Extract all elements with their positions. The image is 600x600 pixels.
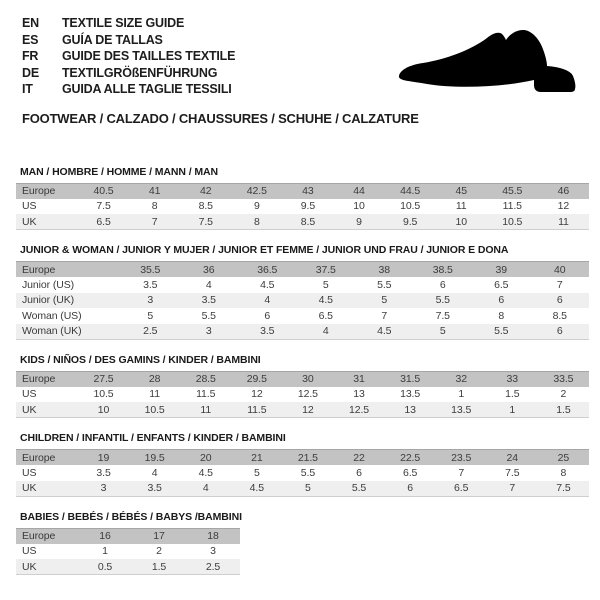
size-cell: 6 xyxy=(531,324,590,340)
row-label: Woman (UK) xyxy=(16,324,121,340)
size-cell: 7 xyxy=(129,214,180,230)
size-cell: 9 xyxy=(253,200,260,213)
size-cell: 5 xyxy=(414,324,473,340)
size-cell: 3.5 xyxy=(180,293,239,309)
size-cell: 4.5 xyxy=(260,278,275,291)
size-table xyxy=(16,449,589,497)
size-cell: 9.5 xyxy=(385,214,436,230)
size-cell: 3 xyxy=(210,545,216,558)
size-cell: 7 xyxy=(381,309,388,322)
size-cell: 11.5 xyxy=(502,200,522,213)
row-label: UK xyxy=(16,214,78,230)
table-row xyxy=(16,402,589,418)
language-code: IT xyxy=(22,82,33,96)
size-cell: 7.5 xyxy=(538,481,589,497)
size-cell: 42.5 xyxy=(231,183,282,199)
size-cell: 8 xyxy=(560,466,567,479)
size-cell: 43 xyxy=(282,183,333,199)
size-cell: 6.5 xyxy=(494,278,509,291)
row-label: Europe xyxy=(16,183,78,199)
size-cell: 4 xyxy=(151,466,158,479)
row-label: Woman (US) xyxy=(22,309,82,322)
table-row xyxy=(16,559,240,575)
size-cell: 10 xyxy=(436,214,487,230)
size-cell: 25 xyxy=(538,450,589,466)
size-cell: 29.5 xyxy=(231,371,282,387)
size-cell: 6 xyxy=(531,293,590,309)
row-label: UK xyxy=(16,481,78,497)
size-cell: 42 xyxy=(180,183,231,199)
table-row xyxy=(16,465,589,481)
size-cell: 38 xyxy=(355,262,414,278)
size-table-section xyxy=(16,354,584,419)
language-code: ES xyxy=(22,32,39,47)
size-cell: 10 xyxy=(353,200,365,213)
size-cell: 19.5 xyxy=(129,450,180,466)
size-cell: 22.5 xyxy=(385,450,436,466)
size-cell: 44.5 xyxy=(385,183,436,199)
size-cell: 37.5 xyxy=(297,262,356,278)
table-row xyxy=(16,293,589,309)
size-cell: 16 xyxy=(78,528,132,544)
row-label: US xyxy=(22,200,37,213)
size-cell: 2 xyxy=(156,545,162,558)
size-cell: 11 xyxy=(180,402,231,418)
table-row xyxy=(16,308,589,324)
size-cell: 2 xyxy=(560,388,567,401)
size-table xyxy=(16,261,589,340)
size-cell: 22 xyxy=(333,450,384,466)
size-cell: 7 xyxy=(458,466,465,479)
size-table-section xyxy=(16,166,584,231)
size-cell: 4 xyxy=(180,481,231,497)
size-cell: 17 xyxy=(132,528,186,544)
size-cell: 11.5 xyxy=(196,388,216,401)
size-cell: 33.5 xyxy=(538,371,589,387)
size-cell: 4 xyxy=(238,293,297,309)
table-row xyxy=(16,262,589,278)
size-cell: 6 xyxy=(264,309,271,322)
size-cell: 1.5 xyxy=(505,388,520,401)
size-cell: 40 xyxy=(531,262,590,278)
table-title: JUNIOR & WOMAN / JUNIOR Y MUJER / JUNIOR ET FEMME / JUNIOR UND FRAU / JUNIOR E DONA xyxy=(20,244,509,256)
row-label: Junior (US) xyxy=(22,278,74,291)
size-cell: 11 xyxy=(455,200,467,213)
size-cell: 5 xyxy=(147,309,154,322)
table-row xyxy=(16,214,589,230)
size-table-section xyxy=(16,511,584,576)
size-cell: 36 xyxy=(180,262,239,278)
row-label: UK xyxy=(16,402,78,418)
size-cell: 6 xyxy=(356,466,362,479)
size-cell: 11 xyxy=(538,214,589,230)
size-cell: 45.5 xyxy=(487,183,538,199)
size-cell: 4.5 xyxy=(198,466,213,479)
size-cell: 12 xyxy=(282,402,333,418)
size-cell: 39 xyxy=(472,262,531,278)
size-cell: 5 xyxy=(253,466,260,479)
size-cell: 23.5 xyxy=(436,450,487,466)
size-cell: 7.5 xyxy=(505,466,520,479)
size-cell: 6 xyxy=(439,278,446,291)
size-cell: 13 xyxy=(353,388,365,401)
size-cell: 3.5 xyxy=(238,324,297,340)
size-cell: 7.5 xyxy=(96,200,111,213)
table-title: CHILDREN / INFANTIL / ENFANTS / KINDER / BAMBINI xyxy=(20,432,286,444)
size-cell: 4.5 xyxy=(231,481,282,497)
table-row xyxy=(16,371,589,387)
size-cell: 3.5 xyxy=(143,278,158,291)
table-row xyxy=(16,481,589,497)
size-cell: 9 xyxy=(333,214,384,230)
language-title: TEXTILGRÖßENFÜHRUNG xyxy=(62,65,218,80)
size-table xyxy=(16,371,589,419)
size-cell: 5.5 xyxy=(472,324,531,340)
size-cell: 12.5 xyxy=(333,402,384,418)
size-table xyxy=(16,183,589,231)
size-cell: 28.5 xyxy=(180,371,231,387)
size-cell: 1 xyxy=(458,388,465,401)
size-table xyxy=(16,528,240,576)
table-row xyxy=(16,387,589,403)
size-cell: 21 xyxy=(231,450,282,466)
row-label: Europe xyxy=(16,528,78,544)
size-cell: 7.5 xyxy=(435,309,450,322)
size-cell: 1.5 xyxy=(132,559,186,575)
dress-shoe-icon xyxy=(395,28,585,96)
size-cell: 12 xyxy=(251,388,263,401)
size-cell: 8.5 xyxy=(552,309,567,322)
table-row xyxy=(16,199,589,215)
row-label: UK xyxy=(16,559,78,575)
size-cell: 0.5 xyxy=(78,559,132,575)
size-cell: 46 xyxy=(538,183,589,199)
table-title: BABIES / BEBÉS / BÉBÉS / BABYS /BAMBINI xyxy=(20,510,242,523)
language-code: DE xyxy=(22,65,39,80)
size-tables-container xyxy=(16,166,584,576)
size-cell: 6.5 xyxy=(402,466,418,479)
size-cell: 35.5 xyxy=(121,262,180,278)
size-cell: 10.5 xyxy=(93,388,114,401)
row-label: Europe xyxy=(16,262,121,278)
size-table-section xyxy=(16,432,584,497)
size-cell: 4.5 xyxy=(297,293,356,309)
size-cell: 6.5 xyxy=(436,481,487,497)
table-row xyxy=(16,324,589,340)
size-cell: 5 xyxy=(322,278,329,291)
size-cell: 5 xyxy=(355,293,414,309)
size-cell: 20 xyxy=(180,450,231,466)
language-title: GUIDE DES TAILLES TEXTILE xyxy=(62,49,236,63)
size-cell: 44 xyxy=(333,183,384,199)
size-cell: 11 xyxy=(149,388,160,401)
table-title: KIDS / NIÑOS / DES GAMINS / KINDER / BAMBINI xyxy=(20,353,261,366)
size-cell: 10.5 xyxy=(400,200,421,213)
table-title: MAN / HOMBRE / HOMME / MANN / MAN xyxy=(20,165,218,178)
table-row xyxy=(16,450,589,466)
size-cell: 7 xyxy=(487,481,538,497)
size-cell: 3 xyxy=(121,293,180,309)
row-label: Junior (UK) xyxy=(16,293,121,309)
size-cell: 36.5 xyxy=(238,262,297,278)
size-cell: 12 xyxy=(557,200,570,213)
table-row xyxy=(16,277,589,293)
row-label: US xyxy=(22,466,37,479)
size-cell: 3 xyxy=(180,324,239,340)
size-cell: 13 xyxy=(385,402,436,418)
size-cell: 6.5 xyxy=(318,309,333,322)
size-cell: 8.5 xyxy=(282,214,333,230)
size-cell: 28 xyxy=(129,371,180,387)
size-cell: 41 xyxy=(129,183,180,199)
size-cell: 3.5 xyxy=(96,466,111,479)
size-cell: 8 xyxy=(231,214,282,230)
row-label: Europe xyxy=(16,371,78,387)
language-code: EN xyxy=(22,16,39,30)
size-cell: 13.5 xyxy=(400,388,421,401)
table-row xyxy=(16,544,240,560)
size-cell: 27.5 xyxy=(78,371,129,387)
size-cell: 2.5 xyxy=(186,559,240,575)
size-cell: 7.5 xyxy=(180,214,231,230)
language-code: FR xyxy=(22,49,39,63)
row-label: Europe xyxy=(16,450,78,466)
size-cell: 9.5 xyxy=(300,200,316,213)
size-cell: 12.5 xyxy=(297,388,318,401)
size-cell: 6 xyxy=(472,293,531,309)
size-cell: 5 xyxy=(282,481,333,497)
size-cell: 4 xyxy=(297,324,356,340)
table-row xyxy=(16,528,240,544)
row-label: US xyxy=(22,388,37,401)
size-cell: 8 xyxy=(498,309,505,322)
row-label: US xyxy=(22,545,37,558)
size-cell: 5.5 xyxy=(201,309,216,322)
language-title: TEXTILE SIZE GUIDE xyxy=(62,16,185,30)
table-row xyxy=(16,183,589,199)
size-cell: 5.5 xyxy=(300,466,316,479)
size-cell: 31.5 xyxy=(385,371,436,387)
language-title: GUIDA ALLE TAGLIE TESSILI xyxy=(62,82,232,96)
size-cell: 45 xyxy=(436,183,487,199)
size-cell: 5.5 xyxy=(414,293,473,309)
size-cell: 31 xyxy=(333,371,384,387)
size-cell: 8 xyxy=(151,200,158,213)
size-cell: 13.5 xyxy=(436,402,487,418)
size-cell: 30 xyxy=(282,371,333,387)
size-cell: 3 xyxy=(78,481,129,497)
size-cell: 21.5 xyxy=(282,450,333,466)
size-cell: 5.5 xyxy=(377,278,392,291)
size-cell: 8.5 xyxy=(198,200,213,213)
size-cell: 4 xyxy=(205,278,212,291)
size-cell: 10 xyxy=(78,402,129,418)
size-cell: 38.5 xyxy=(414,262,473,278)
size-table-section xyxy=(16,244,584,340)
size-cell: 5.5 xyxy=(333,481,384,497)
size-cell: 1 xyxy=(487,402,538,418)
size-cell: 10.5 xyxy=(487,214,538,230)
size-cell: 33 xyxy=(487,371,538,387)
size-cell: 1 xyxy=(102,545,108,558)
size-cell: 3.5 xyxy=(129,481,180,497)
size-cell: 24 xyxy=(487,450,538,466)
size-cell: 11.5 xyxy=(231,402,282,418)
size-cell: 2.5 xyxy=(121,324,180,340)
size-cell: 18 xyxy=(186,528,240,544)
size-cell: 7 xyxy=(556,278,563,291)
size-cell: 1.5 xyxy=(538,402,589,418)
language-title: GUÍA DE TALLAS xyxy=(62,32,163,47)
size-cell: 10.5 xyxy=(129,402,180,418)
size-cell: 6.5 xyxy=(78,214,129,230)
category-heading: FOOTWEAR / CALZADO / CHAUSSURES / SCHUHE / CALZATURE xyxy=(22,110,419,126)
size-cell: 32 xyxy=(436,371,487,387)
size-cell: 4.5 xyxy=(355,324,414,340)
size-cell: 40.5 xyxy=(78,183,129,199)
size-cell: 6 xyxy=(385,481,436,497)
size-cell: 19 xyxy=(78,450,129,466)
